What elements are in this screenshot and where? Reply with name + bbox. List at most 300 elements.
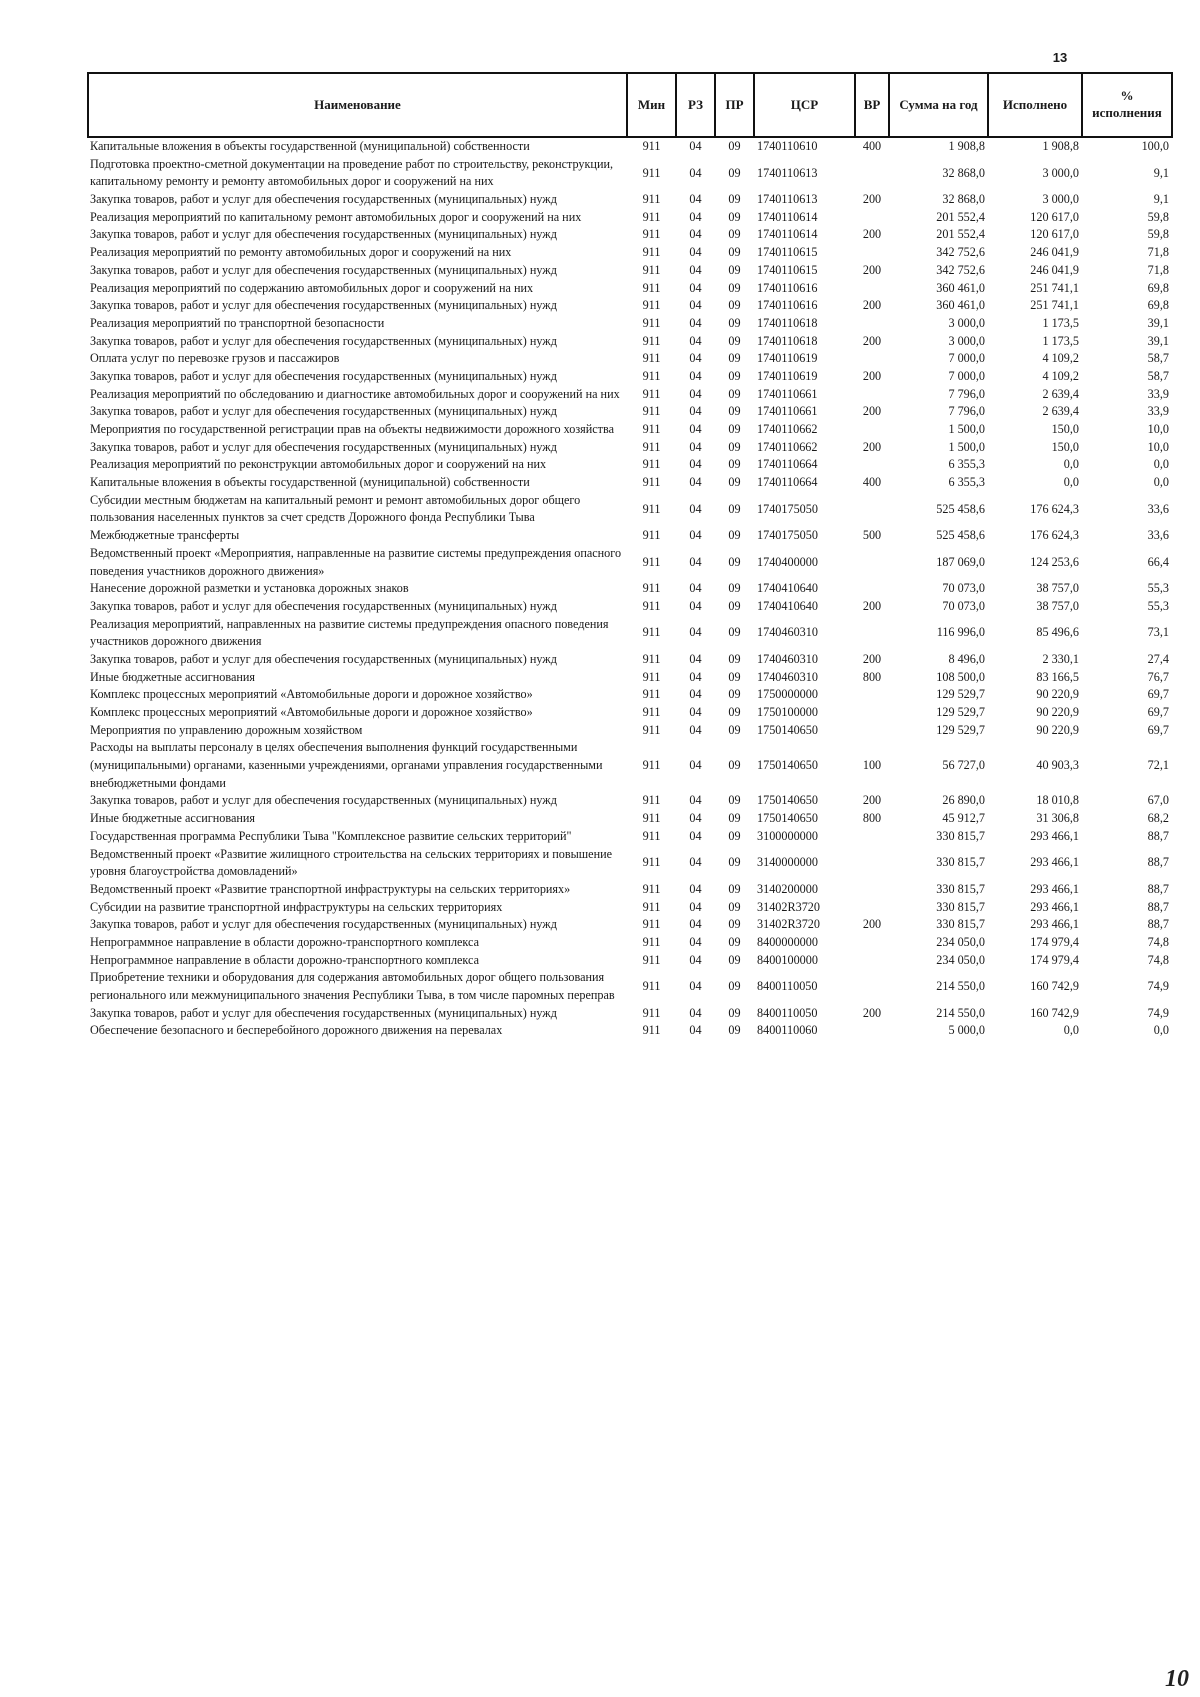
table-row [88,916,1172,934]
cell-vr: 200 [862,262,882,277]
cell-min: 911 [642,598,661,613]
cell-sum: 234 050,0 [936,952,985,967]
cell-name: Нанесение дорожной разметки и установка дорожных знаков [90,581,409,596]
cell-pr: 09 [728,1005,741,1020]
cell-name: Реализация мероприятий, направленных на развитие системы предупреждения опасного поведения участников дорожного движения [90,616,609,649]
cell-vr: 800 [862,669,882,684]
table-row [88,1022,1172,1040]
table-row [88,722,1172,740]
cell-rz: 04 [689,554,702,569]
cell-sum: 7 796,0 [948,386,985,401]
cell-name: Капитальные вложения в объекты государственной (муниципальной) собственности [90,139,530,153]
cell-sum: 330 815,7 [936,855,985,870]
cell-min: 911 [642,315,661,330]
cell-pct: 9,1 [1153,165,1169,180]
cell-csr: 1740410640 [757,598,818,613]
cell-pr: 09 [728,881,741,896]
cell-name: Обеспечение безопасного и бесперебойного дорожного движения на перевалах [90,1023,503,1038]
cell-sum: 525 458,6 [936,528,985,543]
cell-vr [855,881,889,899]
cell-min: 911 [642,209,661,224]
cell-vr [855,280,889,298]
cell-pct: 71,8 [1147,262,1169,277]
cell-csr: 31402R3720 [757,899,820,914]
header-pr: ПР [715,73,754,137]
cell-csr: 1740410640 [757,581,818,596]
cell-vr: 200 [862,192,882,207]
cell-vr [855,580,889,598]
cell-sum: 32 868,0 [942,192,985,207]
cell-min: 911 [642,192,661,207]
cell-pr: 09 [728,669,741,684]
cell-name: Закупка товаров, работ и услуг для обеспечения государственных (муниципальных) нужд [90,793,557,808]
cell-name: Государственная программа Республики Тыва "Комплексное развитие сельских территорий" [90,828,572,843]
cell-rz: 04 [689,687,702,702]
cell-pct: 74,9 [1147,979,1169,994]
cell-vr: 200 [862,917,882,932]
cell-name: Непрограммное направление в области дорожно-транспортного комплекса [90,934,480,949]
cell-min: 911 [642,1023,661,1038]
cell-pr: 09 [728,758,741,773]
cell-vr [855,722,889,740]
cell-pr: 09 [728,333,741,348]
cell-pr: 09 [728,828,741,843]
cell-min: 911 [642,475,661,490]
cell-done: 31 306,8 [1036,811,1079,826]
cell-sum: 129 529,7 [936,705,985,719]
cell-vr: 200 [862,404,882,419]
cell-rz: 04 [689,855,702,870]
cell-csr: 1740110614 [757,209,818,224]
cell-name: Закупка товаров, работ и услуг для обеспечения государственных (муниципальных) нужд [90,917,557,932]
cell-vr [855,386,889,404]
cell-csr: 1740110616 [757,298,818,313]
table-row [88,669,1172,687]
cell-sum: 32 868,0 [942,165,985,180]
cell-name: Закупка товаров, работ и услуг для обеспечения государственных (муниципальных) нужд [90,651,557,666]
cell-vr [855,244,889,262]
cell-pct: 39,1 [1147,315,1169,330]
cell-sum: 214 550,0 [936,979,985,994]
cell-vr: 100 [862,758,882,773]
table-row [88,934,1172,952]
cell-rz: 04 [689,528,702,543]
cell-vr: 200 [862,439,882,454]
cell-sum: 330 815,7 [936,881,985,896]
cell-rz: 04 [689,298,702,313]
cell-rz: 04 [689,165,702,180]
table-row [88,421,1172,439]
cell-done: 176 624,3 [1030,501,1079,516]
cell-pr: 09 [728,457,741,472]
cell-pct: 27,4 [1147,651,1169,666]
cell-name: Закупка товаров, работ и услуг для обеспечения государственных (муниципальных) нужд [90,227,557,242]
cell-csr: 1740110613 [757,165,818,180]
cell-done: 85 496,6 [1036,625,1079,640]
cell-rz: 04 [689,192,702,207]
cell-pr: 09 [728,899,741,914]
cell-rz: 04 [689,917,702,932]
cell-csr: 1740110661 [757,386,818,401]
cell-pct: 0,0 [1153,475,1169,490]
cell-done: 293 466,1 [1030,899,1079,914]
cell-pr: 09 [728,1023,741,1038]
cell-csr: 1750140650 [757,793,818,808]
table-row [88,810,1172,828]
cell-min: 911 [642,554,661,569]
cell-pct: 59,8 [1147,209,1169,224]
cell-name: Приобретение техники и оборудования для содержания автомобильных дорог общего пользования регионального или межмуниципального значения Республики Тыва, в том числе паромных переправ [90,970,615,1002]
cell-sum: 1 500,0 [948,439,985,454]
cell-csr: 31402R3720 [757,917,820,932]
cell-pr: 09 [728,227,741,242]
cell-pct: 55,3 [1147,581,1169,596]
cell-min: 911 [642,687,661,702]
cell-done: 2 330,1 [1042,651,1079,666]
cell-sum: 187 069,0 [936,554,985,569]
cell-min: 911 [642,501,661,516]
cell-min: 911 [642,333,661,348]
table-row [88,456,1172,474]
cell-sum: 108 500,0 [936,669,985,684]
cell-vr [855,1022,889,1040]
cell-sum: 6 355,3 [948,475,985,490]
cell-done: 246 041,9 [1030,245,1079,260]
cell-vr [855,421,889,439]
cell-min: 911 [642,422,661,436]
cell-pct: 69,7 [1147,705,1169,719]
cell-sum: 1 908,8 [948,139,985,153]
cell-pr: 09 [728,811,741,826]
cell-pr: 09 [728,475,741,490]
table-row [88,280,1172,298]
cell-sum: 360 461,0 [936,280,985,295]
cell-sum: 525 458,6 [936,501,985,516]
cell-sum: 129 529,7 [936,687,985,702]
cell-sum: 360 461,0 [936,298,985,313]
cell-vr: 200 [862,598,882,613]
cell-done: 1 173,5 [1042,333,1079,348]
cell-name: Закупка товаров, работ и услуг для обеспечения государственных (муниципальных) нужд [90,1005,557,1020]
table-row [88,262,1172,280]
cell-vr [855,350,889,368]
cell-done: 3 000,0 [1042,192,1079,207]
table-row [88,244,1172,262]
cell-name: Реализация мероприятий по ремонту автомобильных дорог и сооружений на них [90,245,512,260]
cell-rz: 04 [689,245,702,260]
cell-csr: 1750100000 [757,705,818,719]
cell-vr: 200 [862,368,882,383]
cell-sum: 342 752,6 [936,245,985,260]
header-name: Наименование [88,73,627,137]
cell-sum: 7 796,0 [948,404,985,419]
cell-name: Реализация мероприятий по транспортной безопасности [90,315,385,330]
cell-name: Закупка товаров, работ и услуг для обеспечения государственных (муниципальных) нужд [90,192,557,207]
table-row [88,226,1172,244]
cell-pct: 33,9 [1147,386,1169,401]
cell-sum: 201 552,4 [936,227,985,242]
cell-vr [855,846,889,881]
cell-pr: 09 [728,528,741,543]
cell-rz: 04 [689,386,702,401]
cell-sum: 3 000,0 [948,315,985,330]
cell-vr: 800 [862,811,882,826]
cell-min: 911 [642,758,661,773]
cell-name: Реализация мероприятий по обследованию и диагностике автомобильных дорог и сооружений на них [90,386,620,401]
table-row [88,137,1172,156]
cell-pct: 58,7 [1147,351,1169,366]
table-row [88,403,1172,421]
cell-pr: 09 [728,793,741,808]
cell-csr: 1740110661 [757,404,818,419]
cell-pct: 33,6 [1147,501,1169,516]
cell-vr [855,704,889,722]
header-min: Мин [627,73,676,137]
cell-name: Межбюджетные трансферты [90,528,240,543]
cell-sum: 330 815,7 [936,917,985,932]
cell-done: 2 639,4 [1042,404,1079,419]
cell-min: 911 [642,386,661,401]
cell-pct: 33,9 [1147,404,1169,419]
cell-done: 1 173,5 [1042,315,1079,330]
cell-min: 911 [642,139,661,153]
table-row [88,368,1172,386]
cell-pct: 55,3 [1147,598,1169,613]
cell-pct: 0,0 [1153,1023,1169,1038]
table-row [88,333,1172,351]
cell-done: 40 903,3 [1036,758,1079,773]
cell-min: 911 [642,280,661,295]
header-vr: ВР [855,73,889,137]
cell-done: 160 742,9 [1030,979,1079,994]
cell-min: 911 [642,881,661,896]
cell-vr: 400 [862,475,882,490]
cell-name: Закупка товаров, работ и услуг для обеспечения государственных (муниципальных) нужд [90,368,557,383]
cell-pct: 0,0 [1153,457,1169,472]
cell-done: 18 010,8 [1036,793,1079,808]
cell-vr: 200 [862,1005,882,1020]
sheet-mark: 10 [1165,1666,1189,1692]
cell-csr: 1740110615 [757,245,818,260]
cell-done: 174 979,4 [1030,952,1079,967]
cell-done: 1 908,8 [1042,139,1079,153]
cell-done: 176 624,3 [1030,528,1079,543]
cell-csr: 8400100000 [757,952,818,967]
cell-vr [855,156,889,191]
cell-vr: 200 [862,298,882,313]
cell-min: 911 [642,368,661,383]
cell-pr: 09 [728,855,741,870]
cell-done: 4 109,2 [1042,351,1079,366]
cell-csr: 1740110616 [757,280,818,295]
cell-vr: 200 [862,333,882,348]
cell-sum: 342 752,6 [936,262,985,277]
cell-done: 293 466,1 [1030,828,1079,843]
cell-sum: 5 000,0 [948,1023,985,1038]
cell-pr: 09 [728,979,741,994]
cell-done: 3 000,0 [1042,165,1079,180]
cell-vr [855,209,889,227]
cell-pct: 59,8 [1147,227,1169,242]
cell-done: 293 466,1 [1030,881,1079,896]
cell-done: 38 757,0 [1036,581,1079,596]
cell-name: Закупка товаров, работ и услуг для обеспечения государственных (муниципальных) нужд [90,404,557,419]
cell-sum: 6 355,3 [948,457,985,472]
cell-pct: 58,7 [1147,368,1169,383]
cell-name: Закупка товаров, работ и услуг для обеспечения государственных (муниципальных) нужд [90,333,557,348]
cell-csr: 1740175050 [757,501,818,516]
cell-min: 911 [642,528,661,543]
cell-rz: 04 [689,598,702,613]
cell-pr: 09 [728,952,741,967]
cell-done: 83 166,5 [1036,669,1079,684]
table-row [88,739,1172,792]
cell-sum: 3 000,0 [948,333,985,348]
cell-name: Закупка товаров, работ и услуг для обеспечения государственных (муниципальных) нужд [90,298,557,313]
cell-name: Иные бюджетные ассигнования [90,811,256,826]
cell-vr [855,952,889,970]
cell-rz: 04 [689,404,702,419]
cell-rz: 04 [689,439,702,454]
cell-pct: 69,7 [1147,722,1169,737]
cell-min: 911 [642,227,661,242]
cell-vr [855,315,889,333]
cell-csr: 1740400000 [757,554,818,569]
cell-min: 911 [642,439,661,454]
cell-vr [855,686,889,704]
cell-vr [855,969,889,1004]
cell-min: 911 [642,828,661,843]
cell-rz: 04 [689,209,702,224]
cell-pr: 09 [728,192,741,207]
cell-pct: 100,0 [1141,139,1169,153]
cell-name: Подготовка проектно-сметной документации на проведение работ по строительству, реконструкции, капитальному ремонту и ремонту автомобильных дорог и сооружений на них [90,156,614,189]
cell-sum: 8 496,0 [948,651,985,666]
table-row [88,386,1172,404]
cell-pr: 09 [728,368,741,383]
cell-vr [855,828,889,846]
table-row [88,527,1172,545]
cell-rz: 04 [689,1005,702,1020]
cell-done: 2 639,4 [1042,386,1079,401]
table-row [88,474,1172,492]
cell-sum: 201 552,4 [936,209,985,224]
cell-csr: 1740110618 [757,333,818,348]
cell-csr: 1740460310 [757,651,818,666]
cell-name: Ведомственный проект «Развитие жилищного строительства на сельских территориях и повышение уровня благоустройства домовладений» [90,846,613,879]
cell-vr [855,934,889,952]
cell-csr: 8400000000 [757,934,818,949]
cell-sum: 129 529,7 [936,722,985,737]
cell-pr: 09 [728,554,741,569]
cell-csr: 1750140650 [757,722,818,737]
cell-rz: 04 [689,669,702,684]
cell-min: 911 [642,651,661,666]
cell-pct: 74,8 [1147,952,1169,967]
cell-name: Субсидии на развитие транспортной инфраструктуры на сельских территориях [90,899,503,914]
cell-pct: 69,8 [1147,280,1169,295]
cell-sum: 70 073,0 [942,581,985,596]
cell-rz: 04 [689,952,702,967]
table-row [88,686,1172,704]
cell-pr: 09 [728,315,741,330]
cell-pct: 10,0 [1147,439,1169,454]
cell-pr: 09 [728,934,741,949]
cell-done: 4 109,2 [1042,368,1079,383]
cell-rz: 04 [689,705,702,719]
cell-pr: 09 [728,687,741,702]
cell-vr: 200 [862,227,882,242]
cell-min: 911 [642,917,661,932]
cell-name: Ведомственный проект «Развитие транспортной инфраструктуры на сельских территориях» [90,881,571,896]
cell-pr: 09 [728,209,741,224]
cell-pct: 69,8 [1147,298,1169,313]
cell-rz: 04 [689,368,702,383]
cell-min: 911 [642,262,661,277]
cell-min: 911 [642,793,661,808]
cell-done: 0,0 [1063,1023,1079,1038]
cell-rz: 04 [689,793,702,808]
cell-pr: 09 [728,245,741,260]
cell-rz: 04 [689,1023,702,1038]
cell-name: Реализация мероприятий по реконструкции автомобильных дорог и сооружений на них [90,457,547,472]
cell-done: 160 742,9 [1030,1005,1079,1020]
cell-rz: 04 [689,625,702,640]
table-row [88,209,1172,227]
cell-rz: 04 [689,262,702,277]
cell-min: 911 [642,165,661,180]
cell-pr: 09 [728,404,741,419]
cell-csr: 1740110664 [757,475,818,490]
cell-done: 251 741,1 [1030,298,1079,313]
cell-min: 911 [642,298,661,313]
table-row [88,616,1172,651]
cell-pct: 33,6 [1147,528,1169,543]
cell-min: 911 [642,855,661,870]
cell-csr: 8400110060 [757,1023,818,1038]
cell-csr: 3140000000 [757,855,818,870]
cell-rz: 04 [689,315,702,330]
cell-min: 911 [642,581,661,596]
table-row [88,704,1172,722]
cell-done: 124 253,6 [1030,554,1079,569]
cell-rz: 04 [689,881,702,896]
cell-rz: 04 [689,758,702,773]
cell-done: 120 617,0 [1030,209,1079,224]
cell-name: Ведомственный проект «Мероприятия, направленные на развитие системы предупреждения опасного поведения участников дорожного движения» [90,545,622,578]
cell-min: 911 [642,351,661,366]
table-row [88,580,1172,598]
cell-min: 911 [642,404,661,419]
cell-done: 293 466,1 [1030,855,1079,870]
table-row [88,598,1172,616]
cell-sum: 70 073,0 [942,598,985,613]
cell-vr [855,545,889,580]
cell-pr: 09 [728,165,741,180]
cell-csr: 1740110613 [757,192,818,207]
cell-done: 251 741,1 [1030,280,1079,295]
header-rz: РЗ [676,73,715,137]
cell-vr [855,492,889,527]
cell-csr: 1750140650 [757,811,818,826]
cell-min: 911 [642,811,661,826]
cell-pct: 10,0 [1147,422,1169,436]
table-row [88,969,1172,1004]
cell-rz: 04 [689,422,702,436]
cell-sum: 1 500,0 [948,422,985,436]
cell-rz: 04 [689,651,702,666]
cell-pct: 88,7 [1147,899,1169,914]
